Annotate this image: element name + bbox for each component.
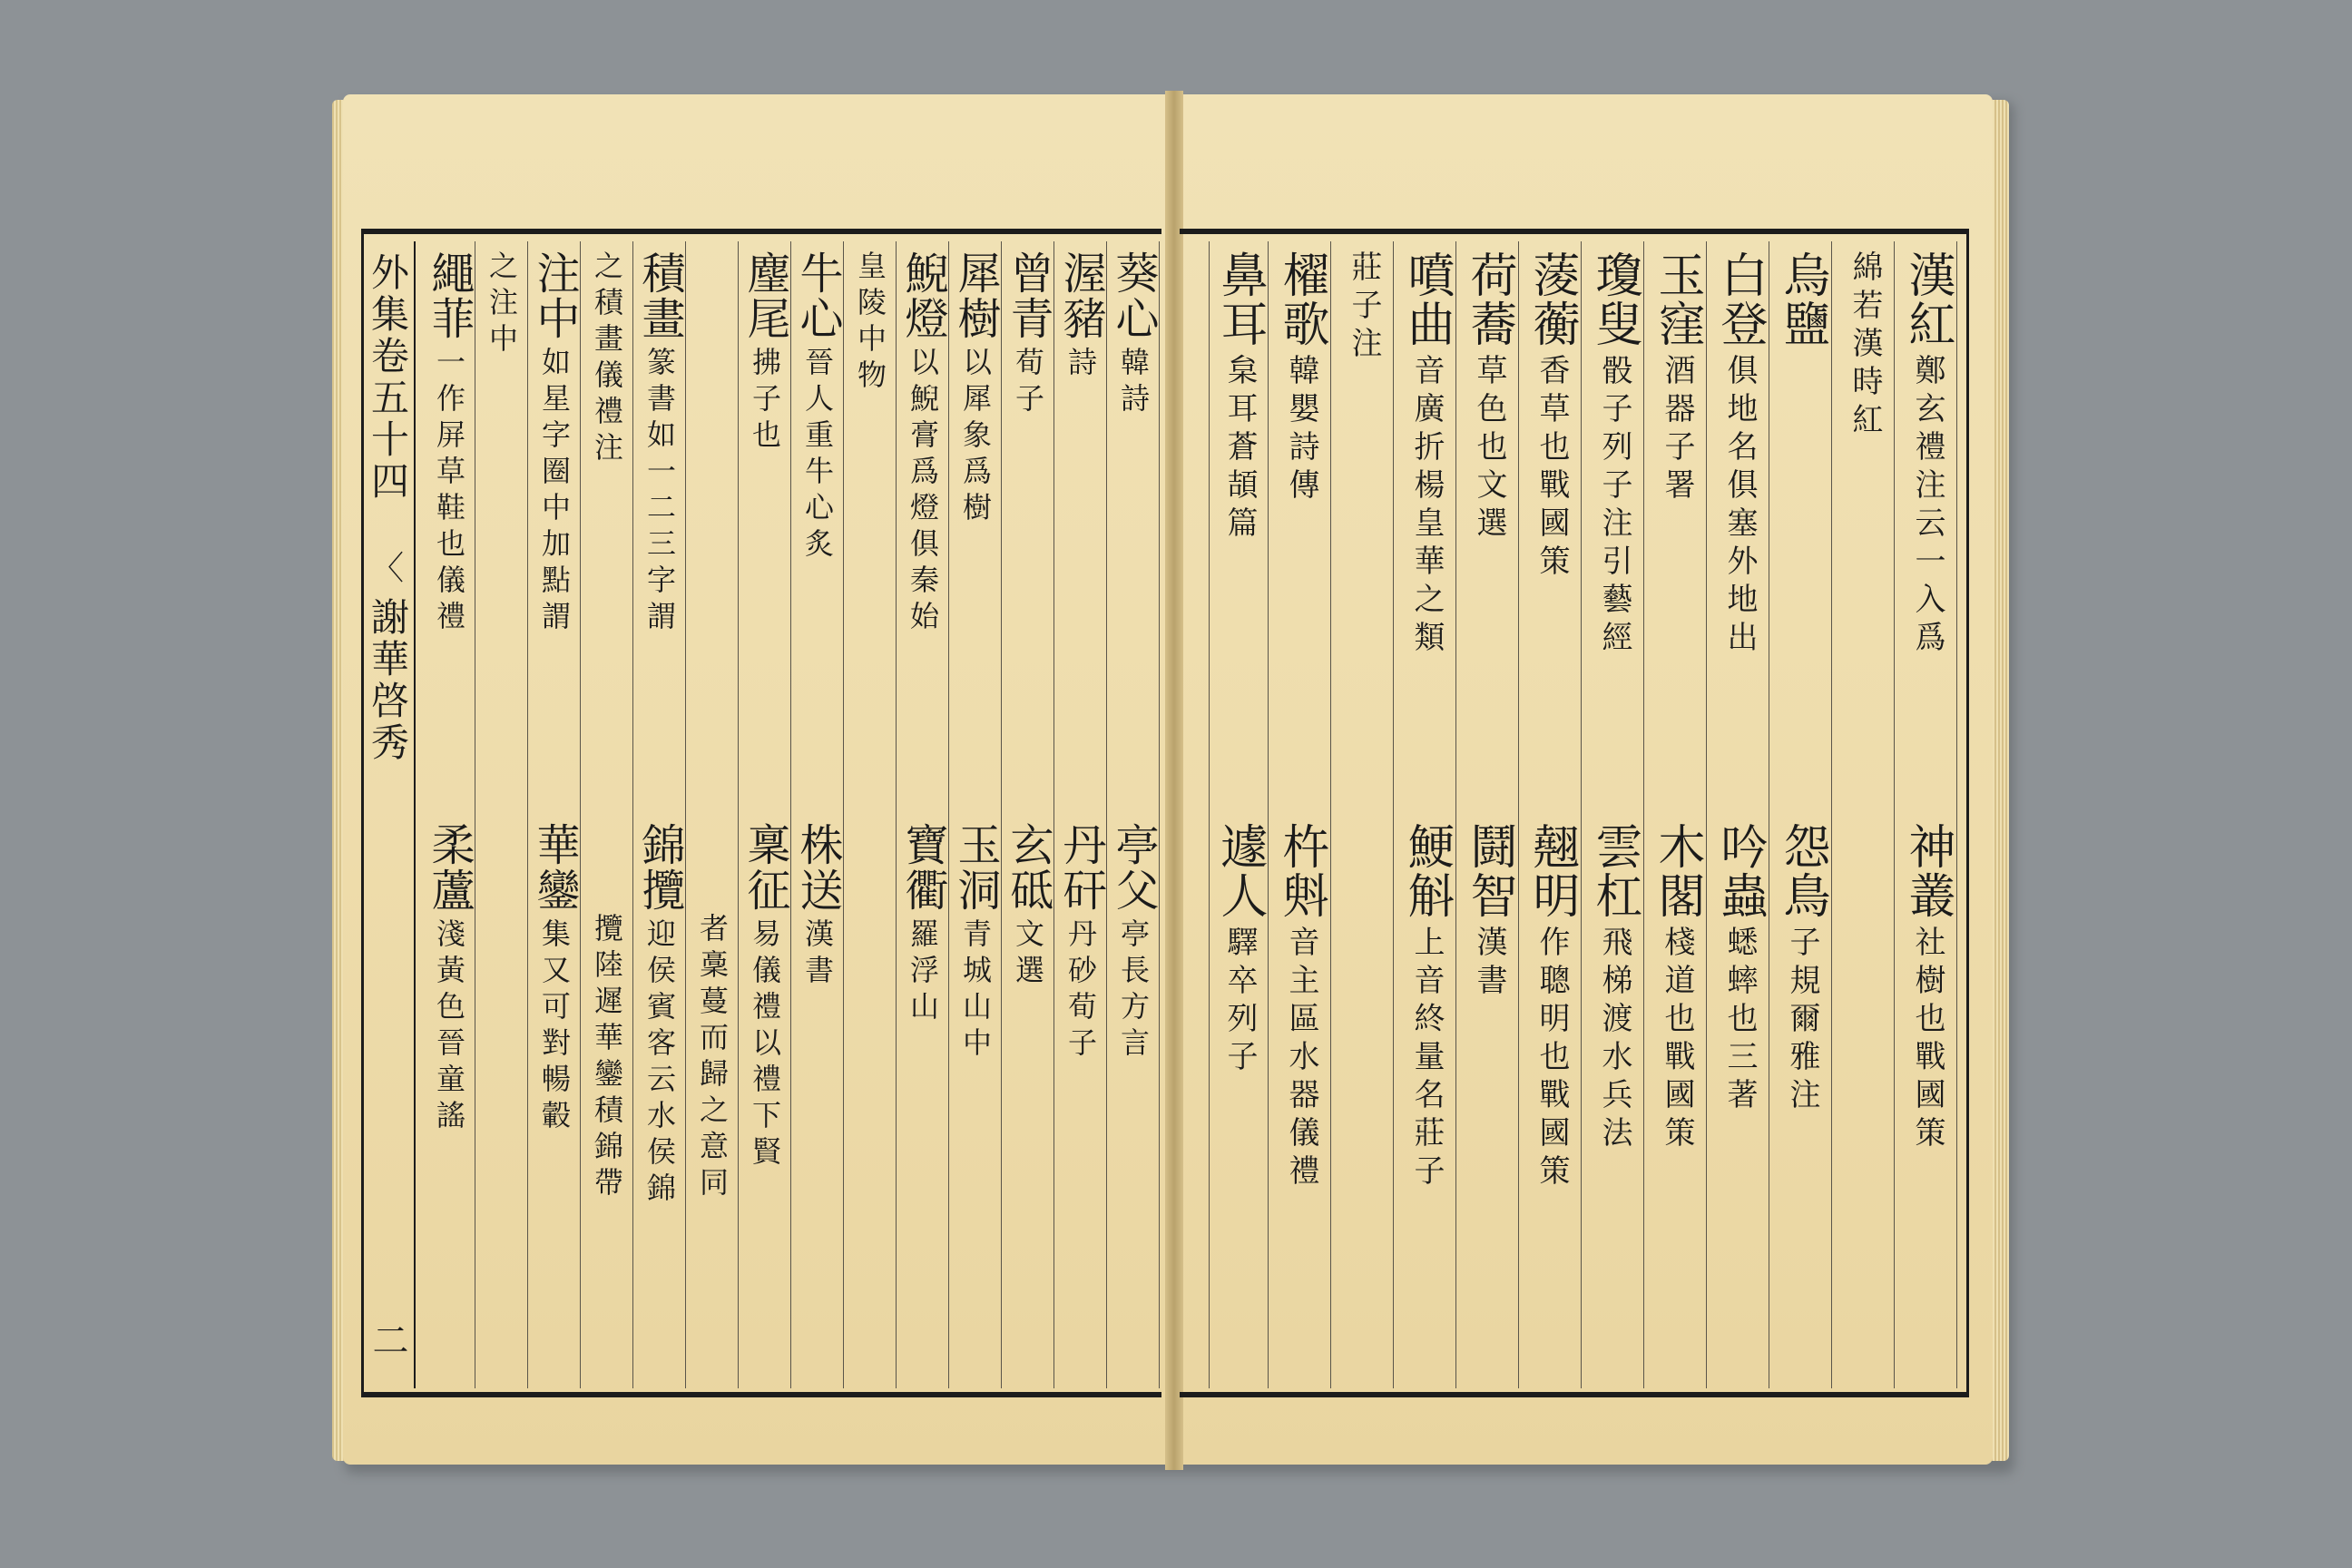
entry-term: 噴曲	[1399, 250, 1454, 348]
entry-term: 亭父	[1108, 822, 1159, 913]
right-page-column	[1209, 241, 1269, 1388]
entry-note: 晉人重牛心炙	[800, 347, 835, 564]
entry-note: 荀子	[1011, 347, 1045, 419]
right-page-column	[1334, 241, 1394, 1388]
entry-term: 烏鹽	[1775, 250, 1829, 348]
entry-note: 青城山中	[958, 918, 993, 1063]
entry-term: 丹矸	[1055, 822, 1106, 913]
entry-note: 枲耳蒼頡篇	[1221, 354, 1258, 544]
entry-note: 漢書	[1471, 926, 1507, 1002]
entry-note: 之注中	[485, 250, 519, 359]
entry-note: 易儀禮以禮下賢	[748, 918, 782, 1172]
entry-term: 吟蟲	[1712, 822, 1767, 920]
right-page-column	[1835, 241, 1895, 1388]
entry-note: 酒器子署	[1659, 354, 1695, 506]
entry-note: 攬陸遲華鑾積錦帶	[590, 913, 624, 1203]
entry-term: 鯁斛	[1399, 822, 1454, 920]
entry-note: 香草也戰國策	[1534, 354, 1570, 583]
entry-term: 漢紅	[1900, 250, 1955, 348]
entry-note: 骰子列子注引藝經	[1596, 354, 1632, 659]
entry-note: 莊子注	[1346, 250, 1382, 365]
entry-note: 上音終量名莊子	[1408, 926, 1445, 1192]
entry-note: 草色也文選	[1471, 354, 1507, 544]
entry-term: 瓊叟	[1587, 250, 1642, 348]
entry-note: 鄭玄禮注云一入爲	[1909, 354, 1945, 659]
right-page-column	[1897, 241, 1957, 1388]
entry-term: 鼻耳	[1212, 250, 1267, 348]
entry-note: 以犀象爲樹	[958, 347, 993, 528]
entry-term: 葵心	[1108, 250, 1159, 341]
entry-term: 株送	[792, 822, 843, 913]
entry-term: 木閣	[1650, 822, 1704, 920]
right-page-column	[1710, 241, 1769, 1388]
entry-note: 集又可對暢轂	[537, 918, 572, 1136]
entry-term: 曾青	[1003, 250, 1054, 341]
entry-term: 荷蕎	[1462, 250, 1516, 348]
entry-term: 鬪智	[1462, 822, 1516, 920]
banxin-volume-title: 外集卷五十四	[366, 252, 410, 503]
left-page-column	[528, 241, 581, 1388]
entry-note: 丹砂荀子	[1063, 918, 1098, 1063]
left-page-column	[739, 241, 791, 1388]
left-page-column	[475, 241, 528, 1388]
entry-term: 神叢	[1900, 822, 1955, 920]
right-page-column	[1522, 241, 1582, 1388]
entry-term: 犀樹	[950, 250, 1001, 341]
entry-note: 棧道也戰國策	[1659, 926, 1695, 1154]
entry-term: 櫂歌	[1274, 250, 1328, 348]
entry-note: 驛卒列子	[1221, 926, 1258, 1078]
entry-note: 韓詩	[1116, 347, 1151, 419]
right-page-column	[1772, 241, 1832, 1388]
entry-term: 翹明	[1524, 822, 1579, 920]
entry-note: 文選	[1011, 918, 1045, 991]
entry-term: 稟征	[740, 822, 790, 913]
left-page-column	[844, 241, 897, 1388]
left-page-column	[581, 241, 633, 1388]
left-page-column	[633, 241, 686, 1388]
right-page-column	[1271, 241, 1331, 1388]
entry-note: 迎侯賓客云水侯錦	[642, 918, 677, 1209]
entry-note: 篆書如一二三字謂	[642, 347, 677, 637]
entry-note: 拂子也	[748, 347, 782, 456]
entry-term: 玉窪	[1650, 250, 1704, 348]
entry-note: 漢書	[800, 918, 835, 991]
entry-term: 怨鳥	[1775, 822, 1829, 920]
entry-note: 作聰明也戰國策	[1534, 926, 1570, 1192]
banxin-page-number: 二	[367, 1321, 408, 1357]
entry-note: 韓嬰詩傳	[1283, 354, 1319, 506]
entry-note: 如星字圈中加點謂	[537, 347, 572, 637]
entry-term: 玉洞	[950, 822, 1001, 913]
banxin-author: 謝華啓秀	[366, 597, 410, 764]
entry-note: 一作屏草鞋也儀禮	[432, 347, 466, 637]
entry-note: 社樹也戰國策	[1909, 926, 1945, 1154]
entry-note: 俱地名俱塞外地出	[1721, 354, 1758, 659]
entry-term: 麈尾	[740, 250, 790, 341]
left-page-column	[1054, 241, 1107, 1388]
left-page-column	[1107, 241, 1160, 1388]
entry-term: 白登	[1712, 250, 1767, 348]
entry-term: 寶衢	[897, 822, 948, 913]
entry-note: 詩	[1063, 347, 1098, 383]
entry-note: 子規爾雅注	[1784, 926, 1820, 1116]
entry-term: 雲杠	[1587, 822, 1642, 920]
left-page-column	[686, 241, 739, 1388]
entry-term: 積畫	[634, 250, 685, 341]
entry-term: 渥豬	[1055, 250, 1106, 341]
right-page-column	[1396, 241, 1456, 1388]
entry-note: 以鯢膏爲燈俱秦始	[906, 347, 940, 637]
right-page-column	[1584, 241, 1644, 1388]
left-page-column	[1002, 241, 1054, 1388]
entry-term: 華鑾	[529, 822, 580, 913]
entry-term: 繩菲	[424, 250, 475, 341]
entry-note: 皇陵中物	[853, 250, 887, 396]
left-page-column	[791, 241, 844, 1388]
entry-note: 淺黃色晉童謠	[432, 918, 466, 1136]
entry-note: 音廣折楊皇華之類	[1408, 354, 1445, 659]
right-page-column	[1647, 241, 1707, 1388]
entry-term: 錦攬	[634, 822, 685, 913]
entry-note: 亭長方言	[1116, 918, 1151, 1063]
entry-note: 蟋蟀也三著	[1721, 926, 1758, 1116]
right-page-column	[1459, 241, 1519, 1388]
left-page-column	[949, 241, 1002, 1388]
fish-tail-mark: 〈	[370, 550, 404, 587]
entry-term: 注中	[529, 250, 580, 341]
entry-note: 羅浮山	[906, 918, 940, 1027]
entry-term: 鯢燈	[897, 250, 948, 341]
entry-note: 之積畫儀禮注	[590, 250, 624, 468]
entry-note: 飛梯渡水兵法	[1596, 926, 1632, 1154]
banxin-column	[361, 241, 416, 1388]
entry-note: 綿若漢時紅	[1847, 250, 1883, 441]
entry-note: 者稾蔓而歸之意同	[695, 913, 730, 1203]
entry-note: 音主區水器儀禮	[1283, 926, 1319, 1192]
entry-term: 遽人	[1212, 822, 1267, 920]
entry-term: 玄砥	[1003, 822, 1054, 913]
entry-term: 杵斞	[1274, 822, 1328, 920]
entry-term: 蔆蘅	[1524, 250, 1579, 348]
left-page-column	[897, 241, 949, 1388]
entry-term: 柔蘆	[424, 822, 475, 913]
entry-term: 牛心	[792, 250, 843, 341]
left-page-column	[423, 241, 475, 1388]
